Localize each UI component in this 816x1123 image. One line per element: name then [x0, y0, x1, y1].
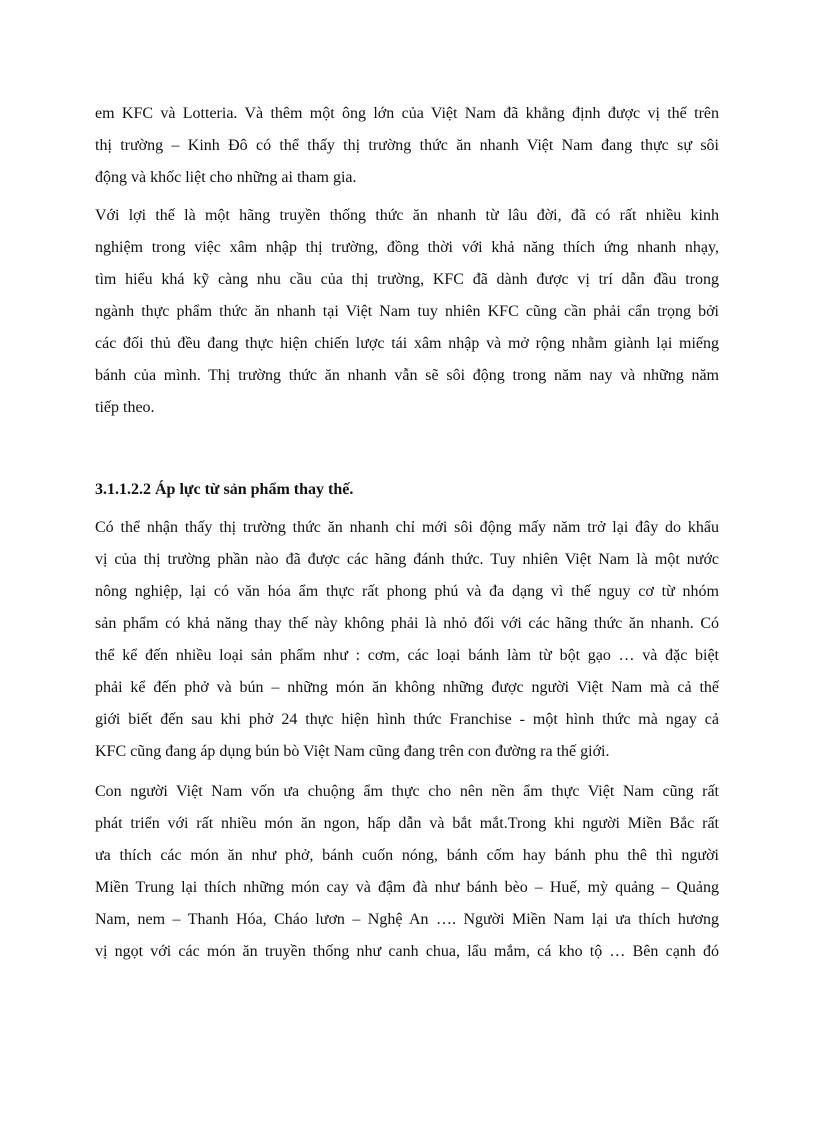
- text-line: Miền Trung lại thích những món cay và đậm đà như bánh bèo – Huế, mỳ quảng – Quảng: [95, 879, 719, 896]
- text-line: sản phẩm có khả năng thay thế này không phải là nhỏ đối với các hãng thức ăn nhanh. Có: [95, 615, 719, 632]
- text-line: thể kể đến nhiều loại sản phẩm như : cơm, các loại bánh làm từ bột gạo … và đặc biệt: [95, 647, 719, 664]
- text-line: phải kể đến phở và bún – những món ăn không những được người Việt Nam mà cả thế: [95, 679, 719, 696]
- text-line: nghiệm trong việc xâm nhập thị trường, đồng thời với khả năng thích ứng nhanh nhạy,: [95, 239, 719, 256]
- text-line: Con người Việt Nam vốn ưa chuộng ẩm thực cho nên nền ẩm thực Việt Nam cũng rất: [95, 783, 719, 800]
- text-line: tiếp theo.: [95, 399, 155, 416]
- paragraph-substitutes: [95, 512, 719, 768]
- text-line: giới biết đến sau khi phở 24 thực hiện hình thức Franchise - một hình thức mà ngay cả: [95, 711, 719, 728]
- text-line: nông nghiệp, lại có văn hóa ẩm thực rất phong phú và đa dạng vì thế nguy cơ từ nhóm: [95, 583, 719, 600]
- paragraph-kfc-advantage: [95, 200, 719, 424]
- text-line: thị trường – Kinh Đô có thể thấy thị trường thức ăn nhanh Việt Nam đang thực sự sôi: [95, 137, 719, 154]
- text-line: KFC cũng đang áp dụng bún bò Việt Nam cũng đang trên con đường ra thế giới.: [95, 743, 610, 760]
- text-line: ngành thực phẩm thức ăn nhanh tại Việt Nam tuy nhiên KFC cũng cần phải cẩn trọng bởi: [95, 303, 719, 320]
- text-line: Nam, nem – Thanh Hóa, Cháo lươn – Nghệ An …. Người Miền Nam lại ưa thích hương: [95, 911, 719, 928]
- text-line: em KFC và Lotteria. Và thêm một ông lớn của Việt Nam đã khẳng định được vị thế trên: [95, 105, 719, 122]
- text-line: động và khốc liệt cho những ai tham gia.: [95, 169, 357, 186]
- text-line: phát triển với rất nhiều món ăn ngon, hấp dẫn và bắt mắt.Trong khi người Miền Bắc rất: [95, 815, 719, 832]
- text-line: ưa thích các món ăn như phở, bánh cuốn nóng, bánh cốm hay bánh phu thê thì người: [95, 847, 719, 864]
- text-line: các đối thủ đều đang thực hiện chiến lược tái xâm nhập và mở rộng nhằm giành lại miếng: [95, 335, 719, 352]
- text-line: vị của thị trường phần nào đã được các hãng đánh thức. Tuy nhiên Việt Nam là một nước: [95, 551, 719, 568]
- paragraph-competitors: [95, 98, 719, 194]
- paragraph-vietnamese-cuisine: [95, 776, 719, 968]
- text-line: bánh của mình. Thị trường thức ăn nhanh vẫn sẽ sôi động trong năm nay và những năm: [95, 367, 719, 384]
- text-line: Có thể nhận thấy thị trường thức ăn nhanh chỉ mới sôi động mấy năm trở lại đây do khẩu: [95, 519, 719, 536]
- text-line: vị ngọt với các món ăn truyền thống như canh chua, lẩu mắm, cá kho tộ … Bên cạnh đó: [95, 943, 719, 960]
- section-heading: 3.1.1.2.2 Áp lực từ sản phẩm thay thế.: [95, 481, 354, 498]
- text-line: Với lợi thế là một hãng truyền thống thức ăn nhanh từ lâu đời, đã có rất nhiều kinh: [95, 207, 719, 224]
- text-line: tìm hiểu khá kỹ càng nhu cầu của thị trường, KFC đã dành được vị trí dẫn đầu trong: [95, 271, 719, 288]
